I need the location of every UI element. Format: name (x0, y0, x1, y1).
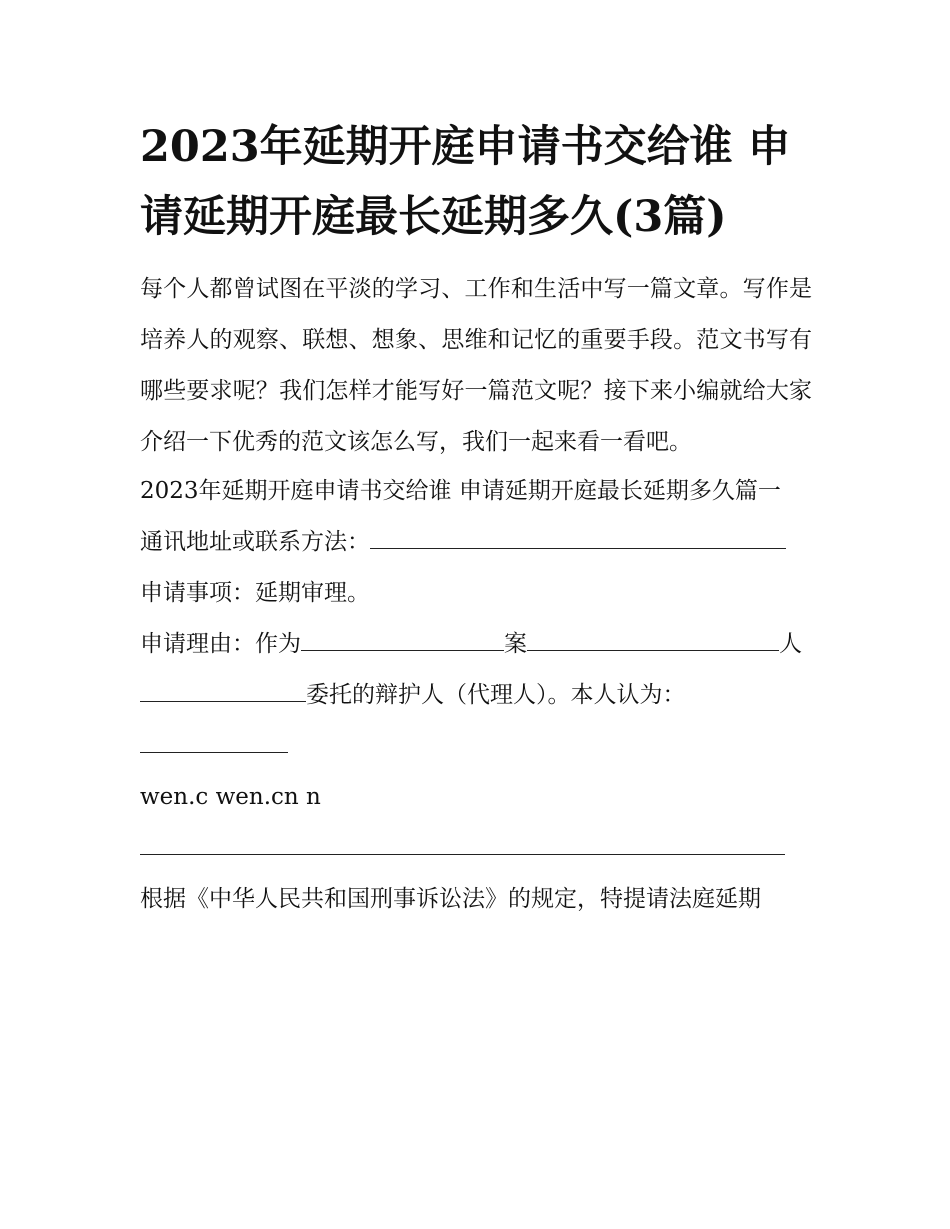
opinion-blank (140, 730, 288, 753)
intro-paragraph: 每个人都曾试图在平淡的学习、工作和生活中写一篇文章。写作是培养人的观察、联想、想象、思维和记忆的重要手段。范文书写有哪些要求呢？我们怎样才能写好一篇范文呢？接下来小编就给大家介绍一下优秀的范文该怎么写，我们一起来看一看吧。 (140, 276, 812, 455)
entrust-line (140, 670, 812, 721)
reason-case: 案 (504, 631, 527, 657)
contact-label: 通讯地址或联系方法： (140, 529, 370, 555)
long-blank-line (140, 823, 812, 874)
watermark-line: wen.c wen.cn n (140, 784, 321, 810)
reason-line (140, 619, 812, 670)
contact-line (140, 517, 812, 568)
section-heading: 2023年延期开庭申请书交给谁 申请延期开庭最长延期多久篇一 (140, 478, 781, 504)
long-blank (140, 832, 785, 855)
contact-blank (370, 526, 786, 549)
reason-blank-1 (301, 628, 504, 651)
reason-person: 人 (779, 631, 802, 657)
opinion-blank-line (140, 721, 812, 772)
reason-prefix: 申请理由：作为 (140, 631, 301, 657)
entrust-blank (140, 679, 306, 702)
law-line: 根据《中华人民共和国刑事诉讼法》的规定，特提请法庭延期 (140, 886, 761, 912)
reason-entrust: 委托的辩护人（代理人）。本人认为： (306, 682, 686, 708)
document-title: 2023年延期开庭申请书交给谁 申请延期开庭最长延期多久(3篇) (140, 122, 791, 242)
reason-blank-2 (527, 628, 779, 651)
request-item: 申请事项：延期审理。 (140, 580, 370, 606)
